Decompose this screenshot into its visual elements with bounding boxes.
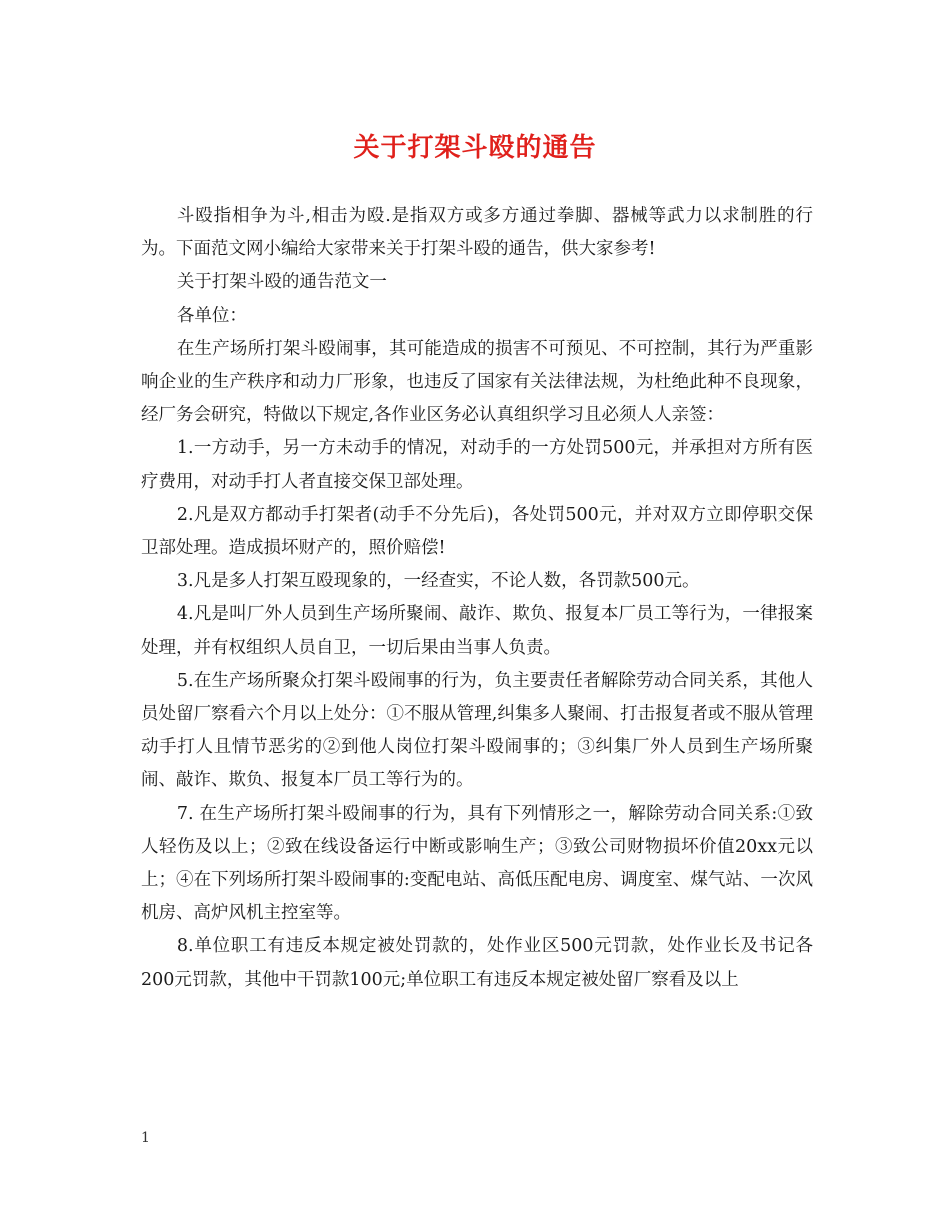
paragraph-rule-1: 1.一方动手，另一方未动手的情况，对动手的一方处罚500元，并承担对方所有医疗费用，对动手打人者直接交保卫部处理。	[141, 438, 813, 492]
paragraph-rule-5: 5.在生产场所聚众打架斗殴闹事的行为，负主要责任者解除劳动合同关系，其他人员处留厂察看六个月以上处分：①不服从管理,纠集多人聚闹、打击报复者或不服从管理动手打人且情节恶劣的②到他人岗位打架斗殴闹事的；③纠集厂外人员到生产场所聚闹、敲诈、欺负、报复本厂员工等行为的。	[141, 670, 813, 791]
paragraph-rule-4: 4.凡是叫厂外人员到生产场所聚闹、敲诈、欺负、报复本厂员工等行为，一律报案处理，并有权组织人员自卫，一切后果由当事人负责。	[141, 604, 813, 658]
document-title: 关于打架斗殴的通告	[353, 133, 597, 163]
document-body	[141, 200, 813, 997]
paragraph-rule-7: 7. 在生产场所打架斗殴闹事的行为，具有下列情形之一，解除劳动合同关系:①致人轻伤及以上；②致在线设备运行中断或影响生产；③致公司财物损坏价值20xx元以上；④在下列场所打架斗殴闹事的:变配电站、高低压配电房、调度室、煤气站、一次风机房、高炉风机主控室等。	[141, 803, 813, 924]
paragraph-preamble: 在生产场所打架斗殴闹事，其可能造成的损害不可预见、不可控制，其行为严重影响企业的生产秩序和动力厂形象，也违反了国家有关法律法规，为杜绝此种不良现象，经厂务会研究，特做以下规定,各作业区务必认真组织学习且必须人人亲签：	[141, 338, 813, 426]
paragraph-salutation: 各单位：	[176, 305, 247, 326]
paragraph-subtitle: 关于打架斗殴的通告范文一	[176, 272, 387, 293]
paragraph-rule-3: 3.凡是多人打架互殴现象的，一经查实，不论人数，各罚款500元。	[176, 571, 700, 592]
paragraph-rule-8: 8.单位职工有违反本规定被处罚款的，处作业区500元罚款，处作业长及书记各200元罚款，其他中干罚款100元;单位职工有违反本规定被处留厂察看及以上	[141, 936, 813, 990]
paragraph-rule-2: 2.凡是双方都动手打架者(动手不分先后)，各处罚500元，并对双方立即停职交保卫部处理。造成损坏财产的，照价赔偿!	[141, 504, 813, 559]
paragraph-intro: 斗殴指相争为斗,相击为殴.是指双方或多方通过拳脚、器械等武力以求制胜的行为。下面范文网小编给大家带来关于打架斗殴的通告，供大家参考!	[141, 206, 813, 260]
page-number: 1	[141, 1130, 150, 1146]
